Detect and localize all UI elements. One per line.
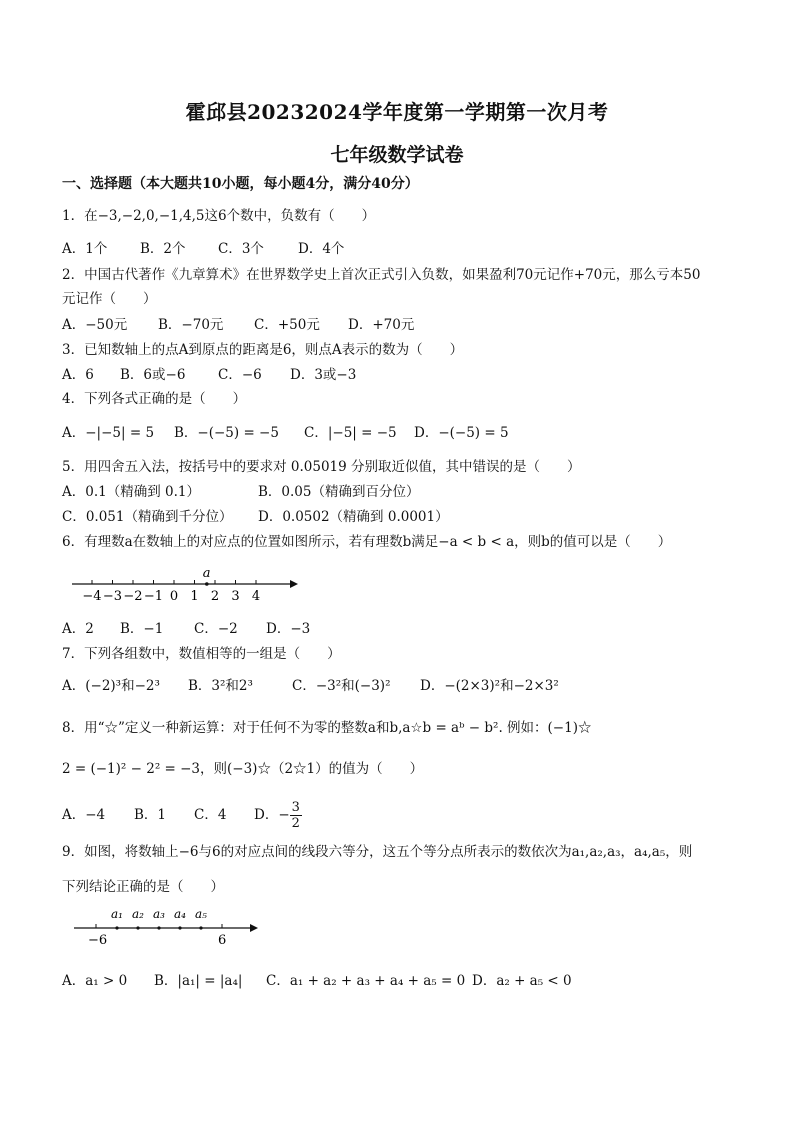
division-point-label: a₄: [174, 907, 186, 921]
question-6-options: [62, 620, 310, 638]
question-7-stem: 7．下列各组数中，数值相等的一组是（ ）: [62, 646, 341, 662]
question-3-options: [62, 366, 356, 384]
option-c: C．4: [194, 807, 227, 823]
question-2-stem-line2: 元记作（ ）: [62, 291, 157, 307]
option-b: B．3²和2³: [188, 678, 253, 694]
point-a-label: a: [202, 566, 211, 581]
division-point: [199, 926, 202, 929]
division-point: [115, 926, 118, 929]
option-c: C．a₁ + a₂ + a₃ + a₄ + a₅ = 0: [266, 973, 466, 989]
fraction: [290, 800, 302, 831]
option-d: D．−3: [266, 621, 311, 637]
question-7-options: [62, 677, 559, 695]
axis-tick-label: −4: [82, 589, 102, 604]
option-b: B．0.05（精确到百分位）: [258, 484, 420, 500]
option-d-prefix: D．−: [254, 807, 290, 823]
question-2-options: [62, 316, 414, 334]
question-5-stem: 5．用四舍五入法，按括号中的要求对 0.05019 分别取近似值，其中错误的是（ ）: [62, 459, 581, 475]
division-point-label: a₂: [132, 907, 144, 921]
option-d: D．0.0502（精确到 0.0001）: [258, 509, 449, 525]
question-6-stem: 6．有理数a在数轴上的对应点的位置如图所示，若有理数b满足−a < b < a，则b的值可以是（ ）: [62, 534, 672, 550]
fraction-numerator: 3: [291, 800, 300, 815]
number-line-figure-q6: [68, 565, 300, 605]
division-point: [178, 926, 181, 929]
division-point-label: a₃: [153, 907, 165, 921]
point-a: [205, 582, 209, 586]
question-8-stem-line2: 2 = (−1)² − 2² = −3，则(−3)☆（2☆1）的值为（ ）: [62, 761, 424, 777]
division-point-label: a₁: [111, 907, 123, 921]
option-c: C．3个: [218, 241, 264, 257]
option-c: C．0.051（精确到千分位）: [62, 509, 233, 525]
axis-right-label: 6: [218, 933, 227, 948]
question-2-stem-line1: 2．中国古代著作《九章算术》在世界数学史上首次正式引入负数，如果盈利70元记作+70元，那么亏本50: [62, 267, 701, 283]
division-point: [136, 926, 139, 929]
option-a: A．−50元: [62, 317, 128, 333]
option-c: C．−6: [218, 367, 262, 383]
option-d: D．4个: [298, 241, 345, 257]
option-a: A．6: [62, 367, 94, 383]
option-d: D．−(2×3)²和−2×3²: [420, 678, 559, 694]
division-point: [157, 926, 160, 929]
option-b: B．−(−5) = −5: [174, 425, 279, 441]
axis-arrow: [290, 580, 298, 588]
axis-tick-label: −2: [123, 589, 143, 604]
question-1-stem: 1．在−3,−2,0,−1,4,5这6个数中，负数有（ ）: [62, 208, 376, 224]
question-5-options-row2: [62, 508, 449, 526]
number-line-figure-q9: [70, 904, 266, 948]
axis-arrow: [250, 924, 258, 932]
option-c: C．−2: [194, 621, 238, 637]
axis-left-label: −6: [88, 933, 108, 948]
option-a: A．(−2)³和−2³: [62, 678, 160, 694]
question-9-stem-line1: 9．如图，将数轴上−6与6的对应点间的线段六等分，这五个等分点所表示的数依次为a₁,a₂,a₃，a₄,a₅，则: [62, 844, 693, 860]
axis-tick-label: 4: [251, 589, 261, 604]
question-3-stem: 3．已知数轴上的点A到原点的距离是6，则点A表示的数为（ ）: [62, 342, 464, 358]
option-b: B．6或−6: [120, 367, 186, 383]
question-4-stem: 4．下列各式正确的是（ ）: [62, 391, 247, 407]
option-c: C．+50元: [254, 317, 320, 333]
axis-tick-label: 3: [231, 589, 240, 604]
option-c: C．−3²和(−3)²: [292, 678, 391, 694]
question-1-options: [62, 240, 344, 258]
option-d: D．3或−3: [290, 367, 357, 383]
option-a: A．a₁ > 0: [62, 973, 128, 989]
option-a: A．0.1（精确到 0.1）: [62, 484, 200, 500]
question-8-stem-line1: 8．用“☆”定义一种新运算：对于任何不为零的整数a和b,a☆b = aᵇ − b². 例如：(−1)☆: [62, 720, 592, 736]
option-a: A．−|−5| = 5: [62, 425, 155, 441]
division-point-label: a₅: [195, 907, 207, 921]
question-8-options: [62, 800, 302, 831]
axis-tick-label: 2: [210, 589, 220, 604]
exam-title: 霍邱县20232024学年度第一学期第一次月考: [185, 100, 609, 124]
option-d: D．a₂ + a₅ < 0: [472, 973, 572, 989]
question-9-stem-line2: 下列结论正确的是（ ）: [62, 879, 224, 895]
fraction-denominator: 2: [291, 816, 300, 831]
option-b: B．1: [134, 807, 167, 823]
question-9-options: [62, 972, 572, 990]
option-d: D．−(−5) = 5: [414, 425, 509, 441]
question-4-options: [62, 424, 509, 442]
question-5-options-row1: [62, 483, 419, 501]
option-d: [254, 800, 302, 831]
exam-subtitle: 七年级数学试卷: [330, 144, 464, 166]
axis-tick-label: 0: [169, 589, 179, 604]
axis-points: [96, 907, 222, 930]
axis-tick-label: 1: [190, 589, 199, 604]
option-c: C．|−5| = −5: [304, 425, 397, 441]
axis-tick-label: −1: [143, 589, 164, 604]
section-heading: 一、选择题（本大题共10小题，每小题4分，满分40分）: [62, 176, 419, 192]
option-d: D．+70元: [348, 317, 415, 333]
option-b: B．−1: [120, 621, 164, 637]
option-b: B．−70元: [158, 317, 224, 333]
option-a: A．−4: [62, 807, 106, 823]
axis-tick-label: −3: [102, 589, 123, 604]
option-a: A．2: [62, 621, 94, 637]
option-b: B．|a₁| = |a₄|: [154, 973, 243, 989]
option-a: A．1个: [62, 241, 108, 257]
option-b: B．2个: [140, 241, 186, 257]
